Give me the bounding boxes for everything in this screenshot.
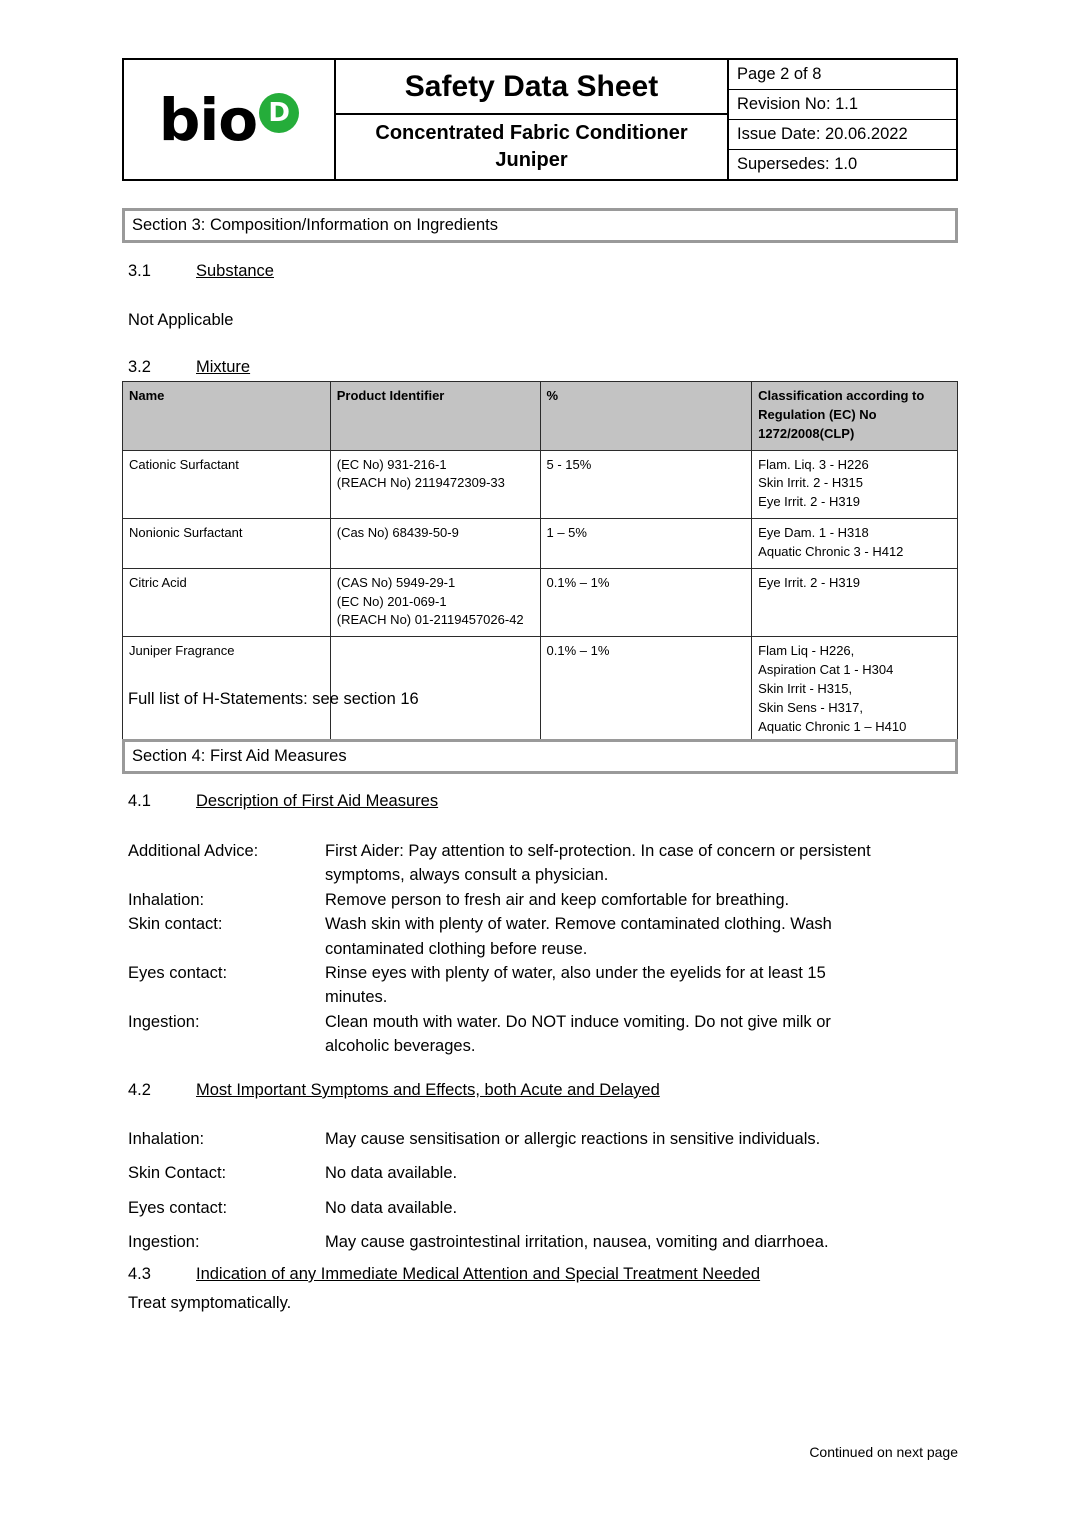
- first-aid-value: Remove person to fresh air and keep comfortable for breathing.: [325, 890, 790, 909]
- cell-percent: 0.1% – 1%: [540, 568, 752, 637]
- cell-classification: Eye Irrit. 2 - H319: [752, 568, 958, 637]
- first-aid-value: Rinse eyes with plenty of water, also under the eyelids for at least 15 minutes.: [325, 964, 826, 1007]
- heading-3-2-title: Mixture: [196, 358, 251, 376]
- heading-4-2-title: Most Important Symptoms and Effects, both Acute and Delayed: [196, 1081, 660, 1099]
- cell-name: Juniper Fragrance: [123, 637, 331, 743]
- mixture-table-header-row: [123, 382, 958, 451]
- first-aid-label: Skin contact:: [128, 915, 223, 934]
- substance-body: Not Applicable: [128, 311, 234, 329]
- cell-classification: Flam. Liq. 3 - H226 Skin Irrit. 2 - H315 Eye Irrit. 2 - H319: [752, 450, 958, 519]
- product-name-line2: Juniper: [495, 149, 568, 171]
- cell-classification: Flam Liq - H226, Aspiration Cat 1 - H304 Skin Irrit - H315, Skin Sens - H317, Aquatic Chronic 1 – H410: [752, 637, 958, 743]
- logo-d-badge-icon: D: [259, 93, 299, 133]
- first-aid-value: Wash skin with plenty of water. Remove contaminated clothing. Wash contaminated clothing before reuse.: [325, 915, 832, 958]
- biod-logo: [158, 85, 299, 154]
- list-item: [128, 1010, 958, 1059]
- heading-3-1-title: Substance: [196, 262, 274, 280]
- symptom-value: May cause gastrointestinal irritation, nausea, vomiting and diarrhoea.: [325, 1233, 829, 1252]
- document-header-table: [122, 58, 958, 181]
- symptom-label: Skin Contact:: [128, 1164, 227, 1183]
- header-title-cell: [336, 60, 729, 179]
- meta-issue-date: Issue Date: 20.06.2022: [729, 120, 956, 150]
- document-title: Safety Data Sheet: [404, 69, 659, 103]
- cell-percent: 5 - 15%: [540, 450, 752, 519]
- list-item: [128, 1230, 958, 1254]
- column-header-classification: Classification according to Regulation (EC) No 1272/2008(CLP): [752, 382, 958, 451]
- section-3-banner-label: Section 3: Composition/Information on Ingredients: [132, 216, 498, 234]
- list-item: [128, 912, 958, 961]
- heading-4-2-number: 4.2: [128, 1081, 151, 1099]
- cell-percent: 0.1% – 1%: [540, 637, 752, 743]
- heading-4-3-title: Indication of any Immediate Medical Attention and Special Treatment Needed: [196, 1265, 761, 1283]
- table-row: [123, 519, 958, 569]
- table-row: [123, 450, 958, 519]
- heading-4-1-number: 4.1: [128, 792, 151, 810]
- heading-4-1-title: Description of First Aid Measures: [196, 792, 439, 810]
- column-header-product-identifier: Product Identifier: [330, 382, 540, 451]
- first-aid-value: Clean mouth with water. Do NOT induce vomiting. Do not give milk or alcoholic beverages.: [325, 1012, 831, 1056]
- heading-3-1-number: 3.1: [128, 262, 151, 280]
- cell-identifier: (Cas No) 68439-50-9: [330, 519, 540, 569]
- cell-classification: Eye Dam. 1 - H318 Aquatic Chronic 3 - H412: [752, 519, 958, 569]
- header-meta-cell: [729, 60, 956, 179]
- heading-4-3-number: 4.3: [128, 1265, 151, 1283]
- cell-percent: 1 – 5%: [540, 519, 752, 569]
- first-aid-measures-list: [128, 839, 958, 1059]
- column-header-name: Name: [123, 382, 331, 451]
- symptom-label: Inhalation:: [128, 1130, 205, 1148]
- product-name-line1: Concentrated Fabric Conditioner: [375, 122, 688, 144]
- symptom-value: No data available.: [325, 1198, 458, 1217]
- meta-revision-number: Revision No: 1.1: [729, 90, 956, 120]
- column-header-percent: %: [540, 382, 752, 451]
- logo-wordmark: bio: [158, 85, 258, 154]
- header-logo-cell: [124, 60, 336, 179]
- first-aid-label: Additional Advice:: [128, 842, 259, 860]
- list-item: [128, 961, 958, 1010]
- symptoms-effects-list: [128, 1127, 958, 1255]
- list-item: [128, 1196, 958, 1220]
- cell-identifier: (EC No) 931-216-1 (REACH No) 2119472309-33: [330, 450, 540, 519]
- list-item: [128, 888, 958, 912]
- footer-continued-note: Continued on next page: [809, 1444, 958, 1460]
- section-4-banner-label: Section 4: First Aid Measures: [132, 747, 347, 765]
- first-aid-label: Inhalation:: [128, 890, 205, 909]
- symptom-value: May cause sensitisation or allergic reactions in sensitive individuals.: [325, 1130, 821, 1148]
- cell-name: Nonionic Surfactant: [123, 519, 331, 569]
- first-aid-label: Ingestion:: [128, 1012, 200, 1031]
- list-item: [128, 1127, 958, 1151]
- list-item: [128, 1161, 958, 1185]
- table-row: [123, 568, 958, 637]
- heading-3-2-number: 3.2: [128, 358, 151, 376]
- first-aid-value: First Aider: Pay attention to self-protection. In case of concern or persistent symptoms, always consult a physician.: [325, 842, 871, 885]
- first-aid-label: Eyes contact:: [128, 964, 228, 983]
- section-4-banner: [122, 739, 958, 774]
- section-3-banner: [122, 208, 958, 243]
- cell-name: Citric Acid: [123, 568, 331, 637]
- meta-page-number: Page 2 of 8: [729, 60, 956, 90]
- h-statements-note: Full list of H-Statements: see section 16: [128, 690, 419, 708]
- header-product-row: [336, 115, 727, 179]
- header-title-row: [336, 60, 727, 115]
- cell-identifier: (CAS No) 5949-29-1 (EC No) 201-069-1 (REACH No) 01-2119457026-42: [330, 568, 540, 637]
- meta-supersedes: Supersedes: 1.0: [737, 155, 858, 173]
- symptom-label: Ingestion:: [128, 1233, 200, 1252]
- cell-name: Cationic Surfactant: [123, 450, 331, 519]
- symptom-value: No data available.: [325, 1164, 458, 1183]
- symptom-label: Eyes contact:: [128, 1198, 228, 1217]
- list-item: [128, 839, 958, 888]
- treatment-body: Treat symptomatically.: [128, 1294, 292, 1312]
